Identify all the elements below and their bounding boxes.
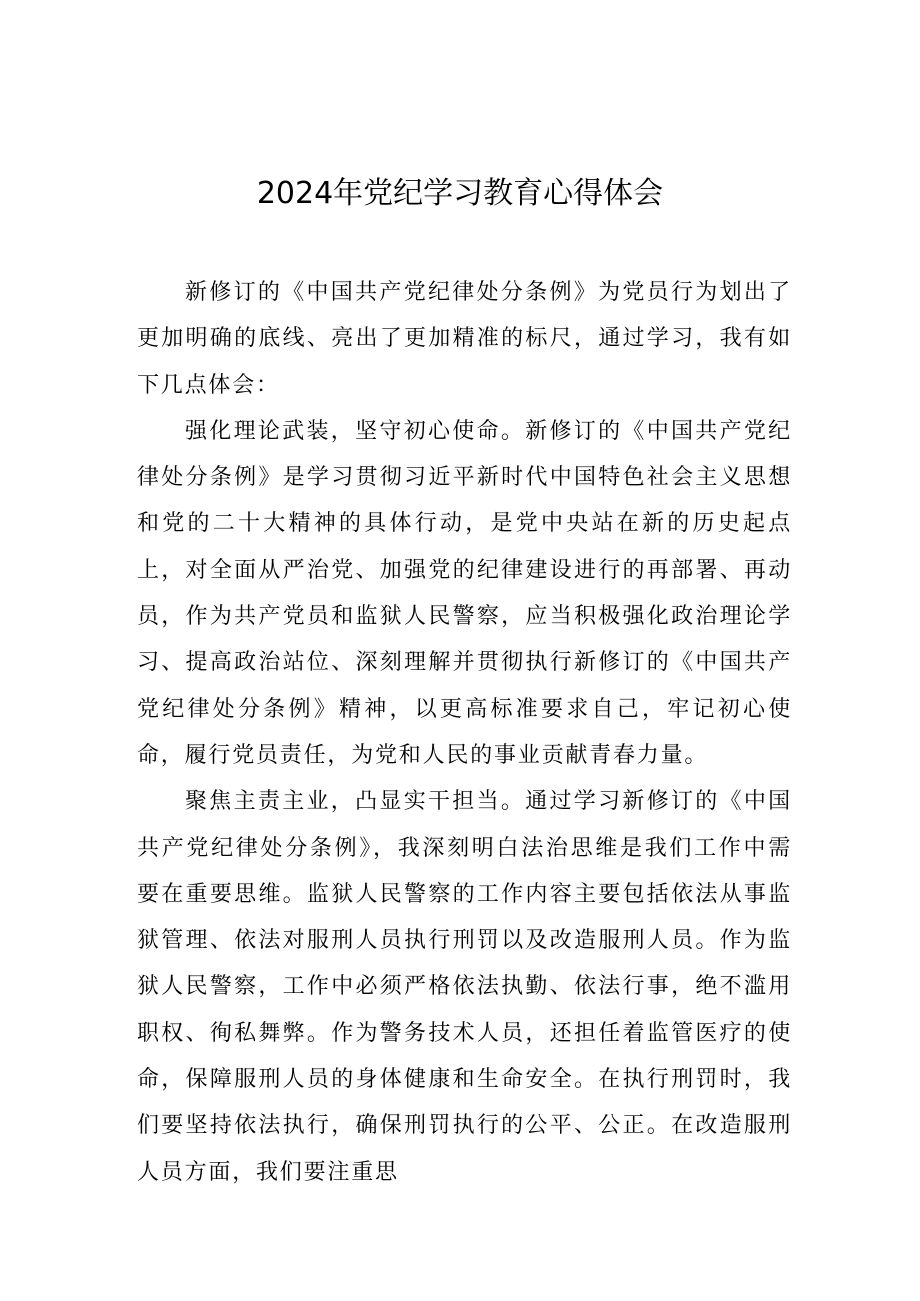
paragraph-intro: 新修订的《中国共产党纪律处分条例》为党员行为划出了更加明确的底线、亮出了更加精准的标尺，通过学习，我有如下几点体会： — [137, 280, 792, 398]
document-body — [137, 270, 792, 1196]
paragraph-theory: 强化理论武装，坚守初心使命。新修订的《中国共产党纪律处分条例》是学习贯彻习近平新时代中国特色社会主义思想和党的二十大精神的具体行动，是党中央站在新的历史起点上，对全面从严治党、加强党的纪律建设进行的再部署、再动员，作为共产党员和监狱人民警察，应当积极强化政治理论学习、提高政治站位、深刻理解并贯彻执行新修订的《中国共产党纪律处分条例》精神，以更高标准要求自己，牢记初心使命，履行党员责任，为党和人民的事业贡献青春力量。 — [137, 418, 792, 768]
paragraph-duty: 聚焦主责主业，凸显实干担当。通过学习新修订的《中国共产党纪律处分条例》，我深刻明白法治思维是我们工作中需要在重要思维。监狱人民警察的工作内容主要包括依法从事监狱管理、依法对服刑人员执行刑罚以及改造服刑人员。作为监狱人民警察，工作中必须严格依法执勤、依法行事，绝不滥用职权、徇私舞弊。作为警务技术人员，还担任着监管医疗的使命，保障服刑人员的身体健康和生命安全。在执行刑罚时，我们要坚持依法执行，确保刑罚执行的公平、公正。在改造服刑人员方面，我们要注重思 — [137, 789, 792, 1185]
document-title: 2024年党纪学习教育心得体会 — [256, 176, 664, 211]
